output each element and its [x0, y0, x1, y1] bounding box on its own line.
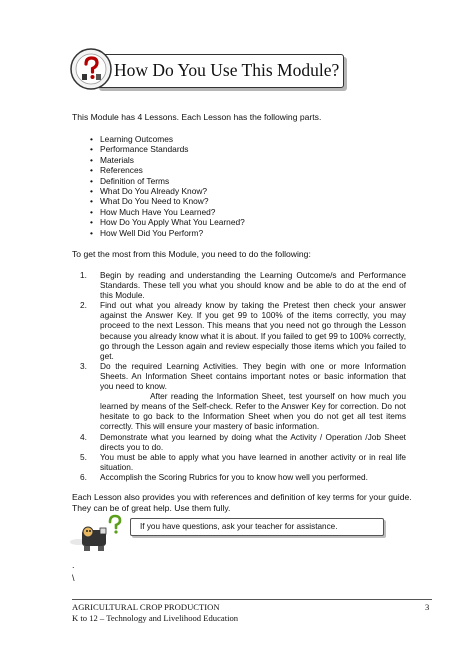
list-item: • Learning Outcomes — [90, 134, 245, 144]
lesson-parts-list — [90, 134, 245, 238]
footer-program-title: K to 12 – Technology and Livelihood Education — [72, 613, 239, 623]
list-item: • What Do You Already Know? — [90, 186, 245, 196]
step-item — [80, 472, 406, 482]
page-number: 3 — [425, 602, 430, 612]
stray-dot: . — [72, 560, 75, 570]
steps-list — [80, 270, 406, 482]
list-item: • How Do You Apply What You Learned? — [90, 217, 245, 227]
intro-text: This Module has 4 Lessons. Each Lesson has the following parts. — [72, 112, 322, 122]
note-text: If you have questions, ask your teacher for assistance. — [140, 522, 338, 531]
step-number: 3. — [80, 360, 87, 371]
step-text: Accomplish the Scoring Rubrics for you to know how well you performed. — [100, 471, 368, 482]
step-text: Begin by reading and understanding the Learning Outcome/s and Performance Standards. These tell you what you should know and be able to do at the end of this Module. — [100, 270, 406, 301]
step-item — [80, 432, 406, 452]
step-number: 4. — [80, 431, 87, 442]
stray-backslash: \ — [72, 573, 75, 583]
module-header — [68, 44, 346, 96]
list-item: • How Well Did You Perform? — [90, 228, 245, 238]
step-number: 5. — [80, 451, 87, 462]
step-number: 2. — [80, 300, 87, 311]
list-item: • How Much Have You Learned? — [90, 207, 245, 217]
step-number: 1. — [80, 270, 87, 280]
list-item: • Materials — [90, 155, 245, 165]
step-text: You must be able to apply what you have learned in another activity or in real life situation. — [100, 451, 406, 472]
question-mark-icon — [68, 46, 114, 92]
page-title: How Do You Use This Module? — [114, 60, 340, 80]
list-item: • References — [90, 165, 245, 175]
note-box — [130, 518, 384, 536]
step-number: 6. — [80, 471, 87, 482]
list-item: • Performance Standards — [90, 144, 245, 154]
step-text: Do the required Learning Activities. They begin with one or more Information Sheets. An Information Sheet contains important notes or basic information that you need to know. — [100, 360, 406, 392]
step-item — [80, 270, 406, 300]
step-item — [80, 361, 406, 432]
closing-text: Each Lesson also provides you with references and definition of key terms for your guide. They can be of great help. Use them fully. — [72, 492, 412, 514]
list-item: • What Do You Need to Know? — [90, 196, 245, 206]
step-text: Demonstrate what you learned by doing what the Activity / Operation /Job Sheet directs you to do. — [100, 431, 406, 452]
step-item — [80, 300, 406, 361]
list-item: • Definition of Terms — [90, 176, 245, 186]
footer-course-title: AGRICULTURAL CROP PRODUCTION — [72, 602, 220, 612]
step-item — [80, 452, 406, 472]
thinking-mascot-icon — [70, 514, 132, 554]
footer-divider — [72, 599, 432, 600]
steps-intro-text: To get the most from this Module, you need to do the following: — [72, 249, 311, 259]
step-text: Find out what you already know by taking the Pretest then check your answer against the Answer Key. If you get 99 to 100% of the items correctly, you may proceed to the next Lesson. This means that you need not go through the Lesson because you already know what it is about. If you failed to get 99 to 100% correctly, go through the Lesson again and review especially those items which you failed to get. — [100, 300, 406, 361]
step-subparagraph: After reading the Information Sheet, test yourself on how much you learned by means of the Self-check. Refer to the Answer Key for correction. Do not hesitate to go back to the Information Sheet when you do not get all test items correctly. This will ensure your mastery of basic information. — [100, 391, 406, 432]
